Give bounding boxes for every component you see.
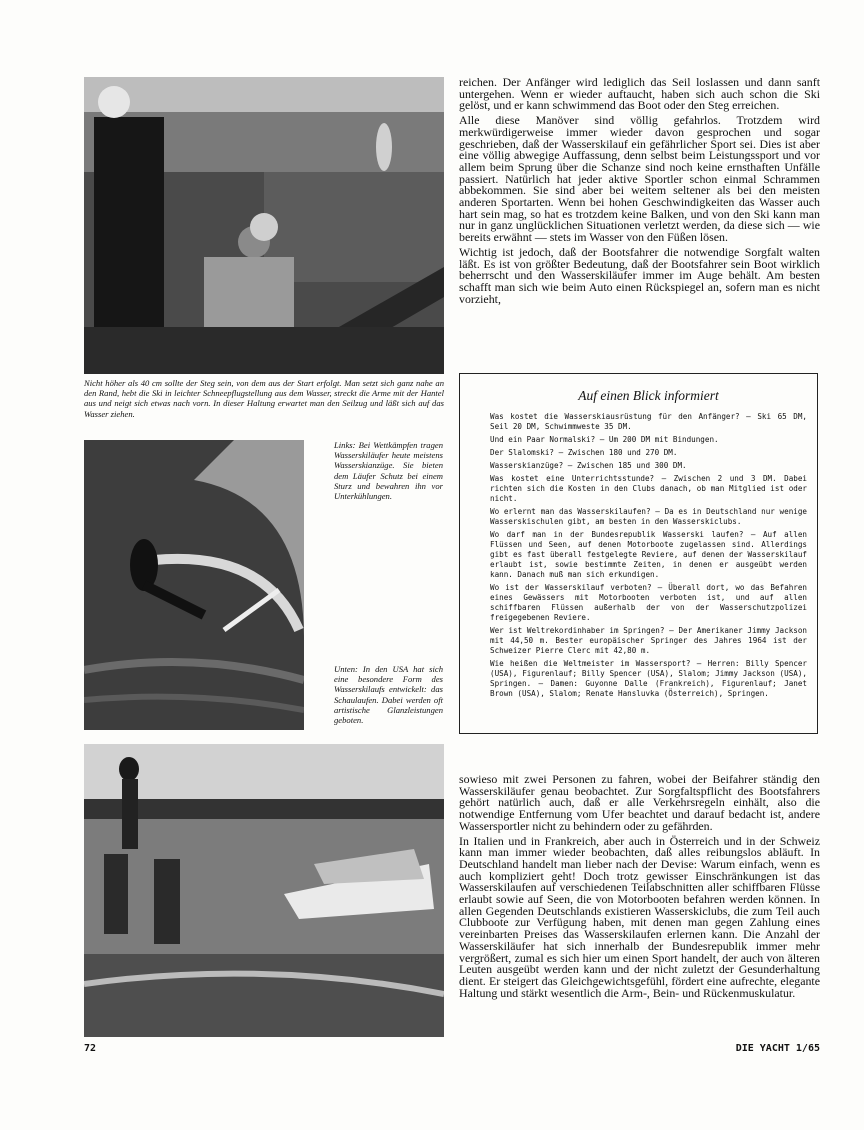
- photo-show-skiing: [84, 744, 444, 1037]
- info-box-item: Wo erlernt man das Wasserskilaufen? — Da es in Deutschland nur wenige Wasserskischulen gibt, am besten in den Wasserskiclubs.: [490, 507, 807, 526]
- photo-dock-start-image: [84, 77, 444, 374]
- info-box-item: Was kostet eine Unterrichtsstunde? — Zwischen 2 und 3 DM. Dabei richten sich die Kosten in den Clubs danach, ob man Mitglied ist oder nicht.: [490, 474, 807, 503]
- caption-top-photo: Nicht höher als 40 cm sollte der Steg sein, von dem aus der Start erfolgt. Man setzt sich ganz nahe an den Rand, hebt die Ski in leichter Schneepflugstellung aus dem Wasser, streckt die Arme mit der Hantel aus und neigt sich etwas nach vorn. In dieser Haltung erwartet man den Seilzug und läßt sich auf das Wasser ziehen.: [84, 378, 444, 419]
- caption-unten: Unten: In den USA hat sich eine besondere Form des Wasserskilaufs entwickelt: das Schaulaufen. Dabei werden oft artistische Glanzleistungen geboten.: [334, 664, 443, 726]
- info-box-title: Auf einen Blick informiert: [578, 388, 719, 403]
- info-box-item: Wer ist Weltrekordinhaber im Springen? — Der Amerikaner Jimmy Jackson mit 44,50 m. Bester europäischer Springer des Jahres 1964 ist der Schweizer Pierre Clerc mit 42,80 m.: [490, 626, 807, 655]
- paragraph: sowieso mit zwei Personen zu fahren, wobei der Beifahrer ständig den Wasserskiläufer genau beobachtet. Zur Sorgfaltspflicht des Bootsfahrers gehört natürlich auch, daß er alle Verkehrsregeln einhält, also die notwendige Entfernung vom Ufer beachtet und darauf bedacht ist, andere Wassersportler nicht zu behindern oder zu gefährden.: [459, 772, 820, 833]
- photo-dock-start: [84, 77, 444, 374]
- info-box-item: Wo darf man in der Bundesrepublik Wasserski laufen? — Auf allen Flüssen und Seen, auf denen Motorboote zugelassen sind. Allerdings gibt es fast überall festgelegte Reviere, auf denen der Wasserskilauf erlaubt ist, sowie bestimmte Zeiten, in denen er ausgeübt werden kann. Danach muß man sich erkundigen.: [490, 530, 807, 579]
- info-box-item: Was kostet die Wasserskiausrüstung für den Anfänger? — Ski 65 DM, Seil 20 DM, Schwimmweste 35 DM.: [490, 412, 807, 431]
- info-box-item: Wasserskianzüge? — Zwischen 185 und 300 DM.: [490, 461, 687, 470]
- photo-slalom-skier: [84, 440, 304, 730]
- article-column-bottom: [459, 774, 820, 1002]
- paragraph: In Italien und in Frankreich, aber auch in Österreich und in der Schweiz kann man immer wieder beobachten, daß alles reibungslos abläuft. In Deutschland handelt man lieber nach der Devise: Warum einfach, wenn es auch kompliziert geht! Doch trotz gewisser Einschränkungen ist das Wasserskilaufen auf verschiedenen Teilabschnitten aller schiffbaren Flüsse erlaubt sowie auf Seen, die von Motorbooten befahren werden können. In allen Gegenden Deutschlands existieren Wasserskiclubs, die zum Teil auch Clubboote zur Verfügung haben, mit denen man gegen Zahlung eines vereinbarten Preises das Wasserskilaufen erlernen kann. Die Anzahl der Wasserskiläufer hat sich innerhalb der Bundesrepublik immer mehr vergrößert, zumal es sich hier um einen Sport handelt, der auch von älteren Leuten ausgeübt werden kann und der nicht zuletzt der Gesunderhaltung dient. Er steigert das Gleichgewichtsgefühl, fördert eine aufrechte, elegante Haltung und stärkt wesentlich die Arm-, Bein- und Rückenmuskulatur.: [459, 833, 820, 1000]
- photo-show-skiing-image: [84, 744, 444, 1037]
- paragraph: Wichtig ist jedoch, daß der Bootsfahrer die notwendige Sorgfalt walten läßt. Es ist von größter Bedeutung, daß der Bootsfahrer sein Boot wirklich beherrscht und den Wasserskiläufer immer im Auge behält. Am besten schafft man sich wie beim Auto einen Rückspiegel an, sofern man es nicht vorzieht,: [459, 244, 820, 306]
- info-box: [459, 373, 818, 734]
- caption-links: Links: Bei Wettkämpfen tragen Wasserskiläufer heute meistens Wasserskianzüge. Sie bieten dem Läufer Schutz bei einem Sturz und bewahren ihn vor Unterkühlungen.: [334, 440, 443, 502]
- info-box-item: Wie heißen die Weltmeister im Wassersport? — Herren: Billy Spencer (USA), Figurenlauf; Billy Spencer (USA), Slalom; Jimmy Jackson (USA), Springen. — Damen: Guyonne Dalle (Frankreich), Figurenlauf; Janet Brown (USA), Slalom; Renate Hansluvka (Österreich), Springen.: [490, 659, 807, 698]
- paragraph: reichen. Der Anfänger wird lediglich das Seil loslassen und dann sanft untergehen. Wenn er wieder auftaucht, haben sich auch schon die Ski gelöst, und er kann schwimmend das Boot oder den Steg erreichen.: [459, 75, 820, 113]
- info-box-item: Und ein Paar Normalski? — Um 200 DM mit Bindungen.: [490, 435, 719, 444]
- article-column-top: [459, 77, 820, 308]
- photo-slalom-skier-image: [84, 440, 304, 730]
- info-box-item: Wo ist der Wasserskilauf verboten? — Überall dort, wo das Befahren eines Gewässers mit Motorbooten verboten ist, und auf allen schiffbaren Flüssen außerhalb der von der Wasserschutzpolizei freigegebenen Reviere.: [490, 583, 807, 622]
- magazine-issue: DIE YACHT 1/65: [735, 1043, 820, 1054]
- info-box-item: Der Slalomski? — Zwischen 180 und 270 DM.: [490, 448, 678, 457]
- page-number: 72: [84, 1043, 97, 1054]
- paragraph: Alle diese Manöver sind völlig gefahrlos. Trotzdem wird merkwürdigerweise immer wieder davon gesprochen und sogar geschrieben, daß der Wasserskilauf ein gefährlicher Sport sei. Dies ist aber eine völlig abwegige Auffassung, denn selbst beim Leistungssport und vor allem beim Sprung über die Schanze sind noch keine ernsthaften Unfälle passiert. Natürlich hat jeder aktive Sportler schon einmal Schrammen abbekommen. Sie sind aber bei weitem seltener als bei den meisten anderen Sportarten. Wenn bei hohen Geschwindigkeiten das Wasser auch hart sein mag, so hat es trotzdem keine Balken, und von den Ski kann man nur in ganz unglücklichen Situationen verletzt werden, da diese sich — wie bereits erwähnt — stets im Wasser von den Füßen lösen.: [459, 113, 820, 245]
